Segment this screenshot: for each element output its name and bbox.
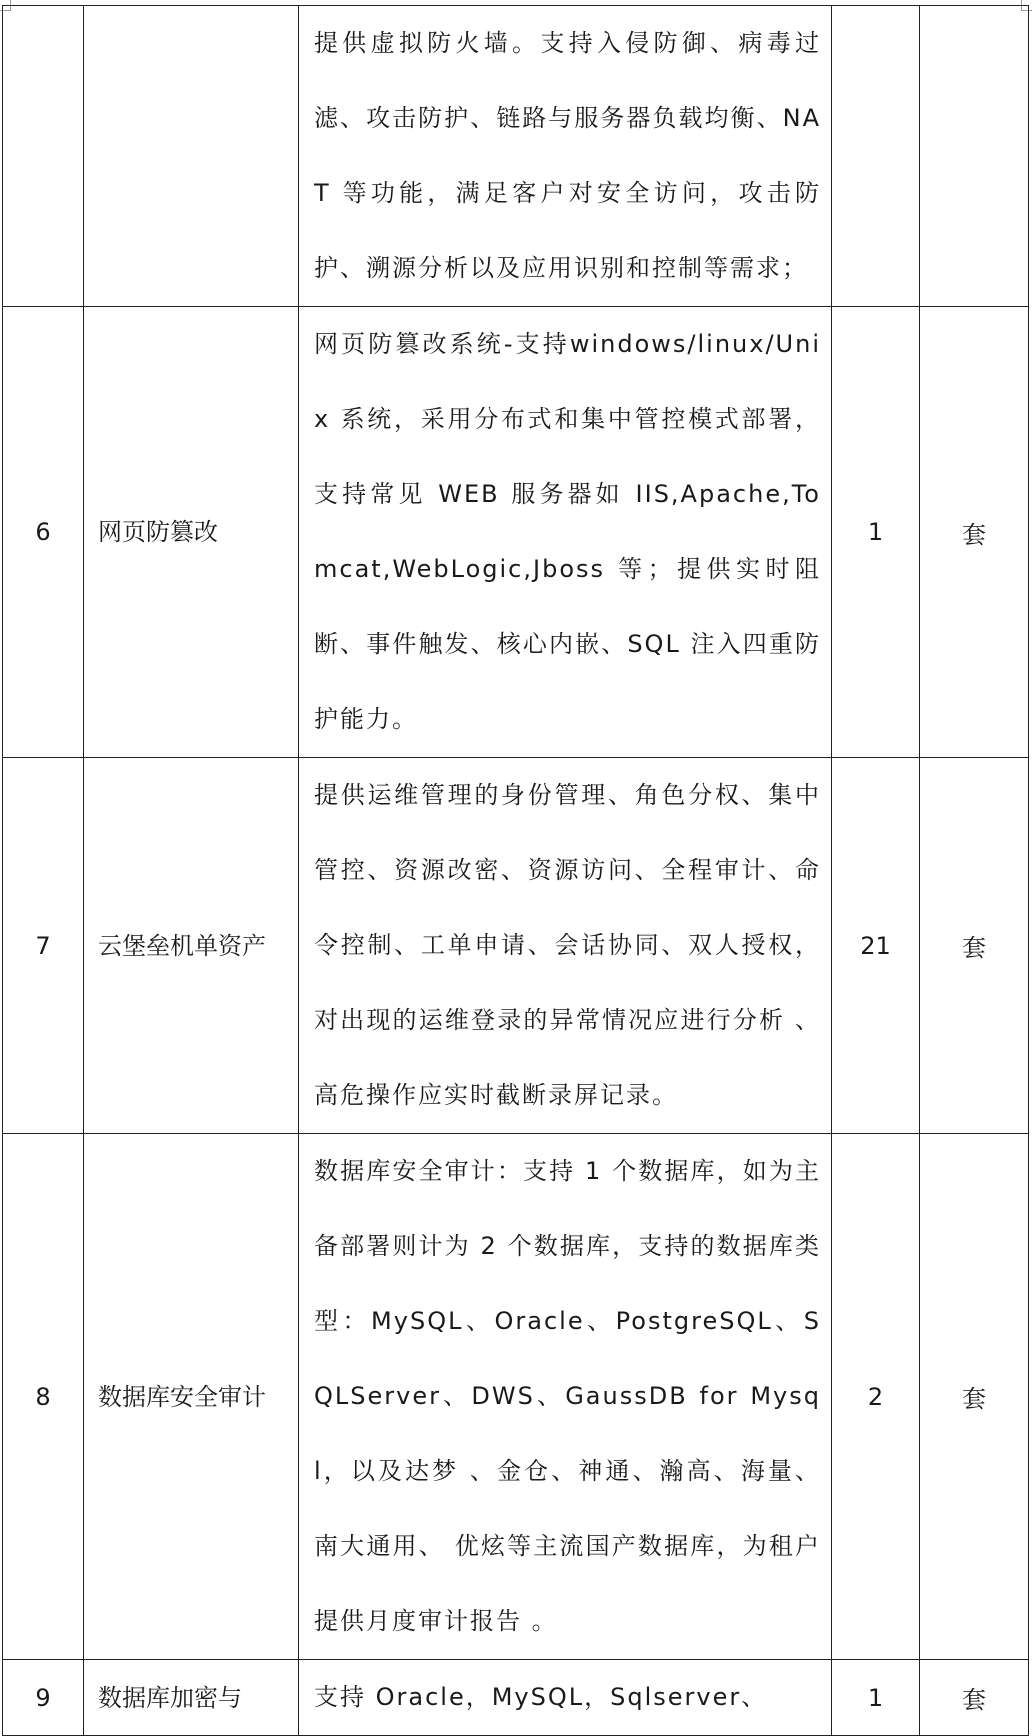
table-row [3,1660,1029,1736]
item-unit-cell: 套 [920,1660,1029,1736]
item-description-cell [299,1660,832,1736]
item-number-cell: 8 [3,1134,84,1660]
item-description-cell [299,758,832,1134]
item-name-cell: 云堡垒机单资产 [84,758,299,1134]
item-unit-cell: 套 [920,758,1029,1134]
table-row [3,307,1029,758]
table-row [3,758,1029,1134]
item-description-text: 提供虚拟防火墙。支持入侵防御、病毒过滤、攻击防护、链路与服务器负载均衡、NAT 等功能，满足客户对安全访问，攻击防护、溯源分析以及应用识别和控制等需求； [314,29,821,282]
item-quantity-cell [832,6,920,307]
item-quantity-cell: 21 [832,758,920,1134]
item-description-cell [299,1134,832,1660]
item-number-cell: 7 [3,758,84,1134]
item-quantity-cell: 1 [832,1660,920,1736]
item-description-text: 数据库安全审计：支持 1 个数据库，如为主备部署则计为 2 个数据库，支持的数据库类型：MySQL、Oracle、PostgreSQL、SQLServer、DWS、GaussDB for Mysql，以及达梦 、金仓、神通、瀚高、海量、南大通用、 优炫等主流国产数据库，为租户提供月度审计报告 。 [314,1157,821,1635]
item-name-cell: 网页防篡改 [84,307,299,758]
item-description-cell [299,6,832,307]
item-number-cell: 6 [3,307,84,758]
spec-table [2,5,1029,1736]
item-description-cell [299,307,832,758]
item-name-cell [84,6,299,307]
table-row [3,6,1029,307]
item-quantity-cell: 1 [832,307,920,758]
item-description-text: 网页防篡改系统-支持windows/linux/Unix 系统，采用分布式和集中管控模式部署，支持常见 WEB 服务器如 IIS,Apache,Tomcat,WebLogic,Jboss 等；提供实时阻断、事件触发、核心内嵌、SQL 注入四重防护能力。 [314,330,821,733]
item-description-text: 提供运维管理的身份管理、角色分权、集中管控、资源改密、资源访问、全程审计、命令控制、工单申请、会话协同、双人授权，对出现的运维登录的异常情况应进行分析 、高危操作应实时截断录屏记录。 [314,781,821,1109]
item-unit-cell: 套 [920,307,1029,758]
item-number-cell: 9 [3,1660,84,1736]
item-number-cell [3,6,84,307]
table-row [3,1134,1029,1660]
item-unit-cell: 套 [920,1134,1029,1660]
item-unit-cell [920,6,1029,307]
item-name-cell: 数据库安全审计 [84,1134,299,1660]
item-name-cell: 数据库加密与 [84,1660,299,1736]
item-description-text: 支持 Oracle，MySQL，Sqlserver、 [314,1683,768,1711]
item-quantity-cell: 2 [832,1134,920,1660]
